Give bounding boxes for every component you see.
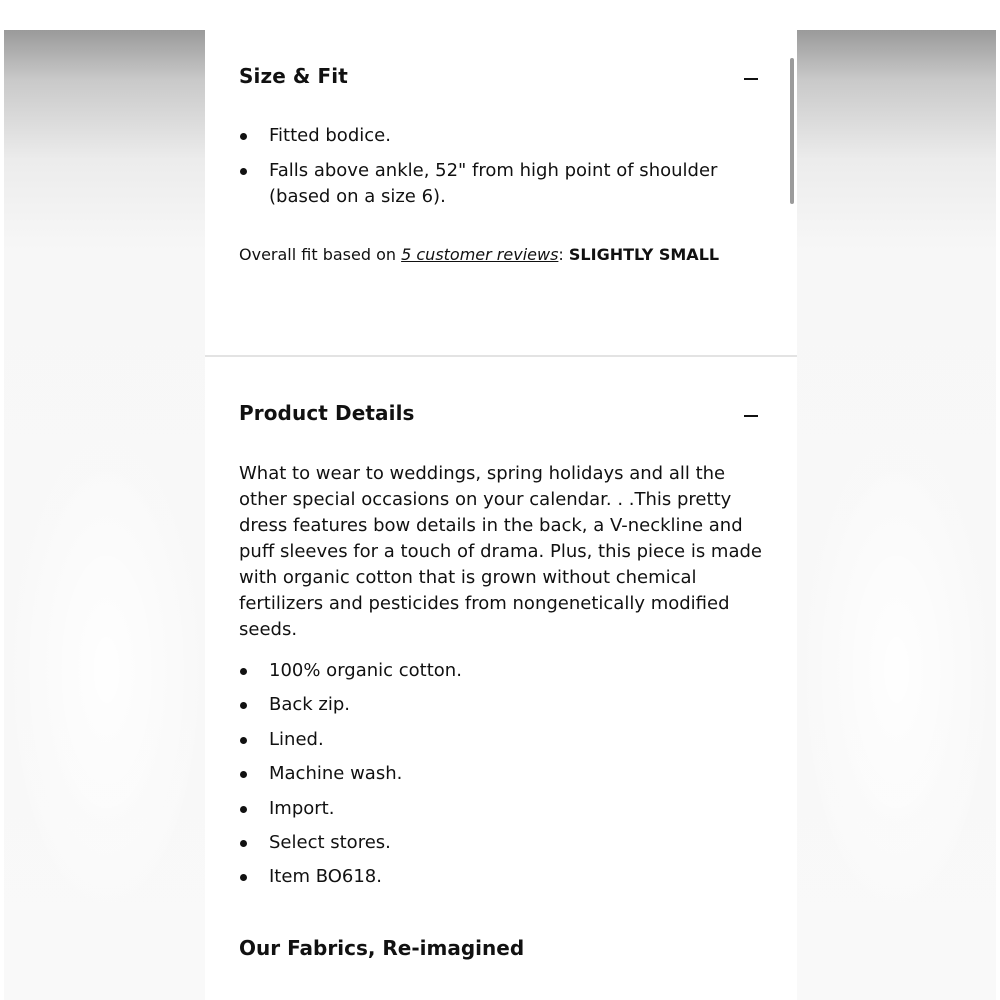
- list-item-text: Select stores.: [269, 831, 391, 853]
- bullet-dot-icon: [240, 771, 247, 778]
- bullet-dot-icon: [240, 806, 247, 813]
- list-item-text: Item BO618.: [269, 866, 382, 888]
- bullet-dot-icon: [240, 737, 247, 744]
- product-info-panel[interactable]: [205, 30, 797, 1000]
- list-item-text: Lined.: [269, 728, 324, 750]
- overall-fit-summary: [239, 242, 719, 268]
- bullet-dot-icon: [240, 874, 247, 881]
- list-item: [239, 830, 767, 856]
- list-item-text: Machine wash.: [269, 763, 403, 785]
- bullet-dot-icon: [240, 702, 247, 709]
- scrollbar[interactable]: [790, 58, 794, 204]
- bullet-dot-icon: [240, 668, 247, 675]
- list-item: [239, 761, 767, 787]
- list-item: [239, 864, 767, 890]
- customer-reviews-link[interactable]: 5 customer reviews: [401, 245, 559, 264]
- list-item-text: Back zip.: [269, 694, 351, 716]
- product-details-title: Product Details: [239, 401, 415, 425]
- section-divider: [205, 355, 797, 357]
- product-description: What to wear to weddings, spring holidays and all the other special occasions on your calendar. . .This pretty dress features bow details in the back, a V-neckline and puff sleeves for a touch of drama. Plus, this piece is made with organic cotton that is grown without chemical fertilizers and pesticides from nongenetically modified seeds.: [239, 463, 762, 640]
- fit-result: SLIGHTLY SMALL: [568, 245, 720, 264]
- product-details-collapse-button[interactable]: [739, 401, 763, 427]
- list-item-text: Fitted bodice.: [269, 125, 391, 146]
- list-item-text: 100% organic cotton.: [269, 660, 462, 681]
- product-details-list: [239, 658, 767, 890]
- list-item: [239, 796, 767, 822]
- bullet-dot-icon: [240, 133, 247, 140]
- list-item: [239, 158, 767, 210]
- bullet-dot-icon: [240, 840, 247, 847]
- our-fabrics-title[interactable]: Our Fabrics, Re-imagined: [239, 936, 525, 960]
- size-fit-header[interactable]: [239, 64, 763, 94]
- size-fit-title: Size & Fit: [239, 64, 348, 88]
- list-item: [239, 123, 767, 149]
- list-item-text: Falls above ankle, 52" from high point of shoulder (based on a size 6).: [269, 160, 718, 207]
- fit-separator: :: [558, 245, 569, 264]
- size-fit-list: [239, 123, 767, 210]
- list-item: [239, 658, 767, 684]
- product-details-header[interactable]: [239, 401, 763, 431]
- minus-icon: [744, 415, 758, 417]
- list-item-text: Import.: [269, 797, 335, 819]
- bullet-dot-icon: [240, 168, 247, 175]
- size-fit-collapse-button[interactable]: [739, 64, 763, 90]
- blurred-backdrop-right: [797, 30, 996, 1000]
- fit-prefix: Overall fit based on: [239, 245, 402, 264]
- minus-icon: [744, 78, 758, 80]
- list-item: [239, 692, 767, 718]
- blurred-backdrop-left: [4, 30, 209, 1000]
- list-item: [239, 727, 767, 753]
